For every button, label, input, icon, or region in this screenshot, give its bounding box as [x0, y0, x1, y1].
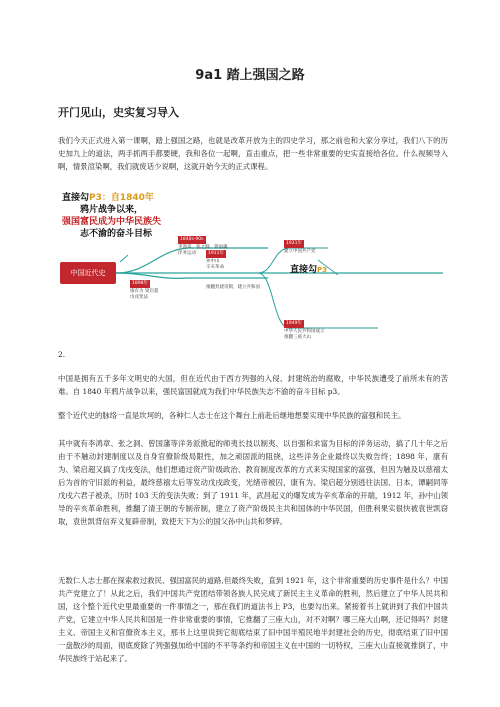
- handwriting-top: 直接勾P3：自1840年 鸦片战争以来， 强国富民成为中华民族失 志不渝的奋斗目标: [62, 193, 162, 239]
- card-1898: 康有为 梁启超 戊戌变法: [130, 289, 159, 300]
- paragraph-intro: 我们今天正式进入第一课啊，踏上强国之路，也就是改革开放为主的四史学习，那之前也和大家分享过，我们八下的历史加九上的道法，两手抓两手都要硬，我和各位一起啊，直击重点，把一些非常重要的史实直接给各位。什么视频导入啊，情景渲染啊，我们就废话少说啊，这就开始今天的正式课程。: [58, 136, 448, 171]
- card-1911: 孙中山 辛亥革命: [206, 259, 224, 270]
- year-1949: 1949年: [286, 321, 302, 326]
- mindmap-root: 中国近代史: [60, 262, 116, 284]
- mindmap-figure: [58, 190, 443, 345]
- handwriting-right: 直接勾P3: [290, 265, 328, 275]
- card-1921: 建立中国共产党: [284, 249, 316, 254]
- list-number: 2.: [58, 350, 66, 359]
- year-1898: 1898年: [132, 281, 148, 286]
- card-1911-detail: 推翻封建帝制，建立共和国: [206, 285, 260, 290]
- page-title: 9a1 踏上强国之路: [195, 68, 305, 83]
- card-1949: 中华人民共和国成立 推翻三座大山: [284, 329, 325, 340]
- year-1921: 1921年: [286, 241, 302, 246]
- paragraph-4: 其中就有李鸿章、张之洞、曾国藩等洋务派掀起的师夷长技以制夷、以自强和求富为目标的洋务运动，搞了几十年之后由于不触动封建制度以及自身官僚阶级局限性，加之顽固派的阻挠，这些洋务企业最终以失败告终；1898 年，康有为、梁启超又搞了戊戌变法，他们想通过资产阶级政治、教育制度改革的方式来实现国家的富强，但因为触及以慈禧太后为首的守旧派的利益，最终慈禧太后等发动戊戌政变，光绪帝被囚，康有为、梁启超分别逃往法国、日本，谭嗣同等戊戌六君子被杀，历时 103 天的变法失败；到了 1911 年，武昌起义的爆发成为辛亥革命的开端，1912 年，孙中山领导的辛亥革命胜利，推翻了清王朝的专制帝制，建立了资产阶级民主共和国体的中华民国，但胜利果实很快被袁世凯窃取，袁世凯背信弃义复辟帝制，致使天下为公的国父孙中山共和梦碎。: [58, 439, 448, 526]
- paragraph-3: 整个近代史的脉络一直是坎坷的，各种仁人志士在这个舞台上前赴后继地想要实现中华民族的富强和民主。: [58, 411, 406, 420]
- year-1840s: 1840s-90s: [180, 237, 204, 242]
- card-1840s: 李鸿章、张之洞、曾国藩 洋务运动: [178, 245, 228, 256]
- year-1911: 1911年: [208, 251, 224, 256]
- section-heading: 开门见山，史实复习导入: [58, 106, 179, 119]
- paragraph-2: 中国是拥有五千多年文明史的大国，但在近代由于西方列强的入侵、封建统治的腐败，中华民族遭受了前所未有的苦难。自 1840 年鸦片战争以来，强民富国就成为我们中华民族失志不渝的奋斗目标 p3。: [58, 374, 448, 396]
- paragraph-5: 无数仁人志士都在探索救过救民、强国富民的道路,但最终失败，直到 1921 年，这个非常重要的历史事件是什么？中国共产党建立了！从此之后，我们中国共产党团结带领各族人民完成了新民主主义革命的胜利，然后建立了中华人民共和国，这个整个近代史里最重要的一件事情之一，那在我们的道法书上 P3，也要勾出来。紧接着书上就讲到了我们中国共产党，它建立中华人民共和国是一件非常重要的事情，它推翻了三座大山，对不对啊？哪三座大山啊，还记得吗？封建主义、帝国主义和官僚资本主义，那书上这里说到它彻底结束了旧中国半殖民地半封建社会的历史，彻底结束了旧中国一盘散沙的局面，彻底废除了列强强加给中国的不平等条约和帝国主义在中国的一切特权，三座大山直接就推倒了，中华民族终于站起来了。: [58, 576, 448, 663]
